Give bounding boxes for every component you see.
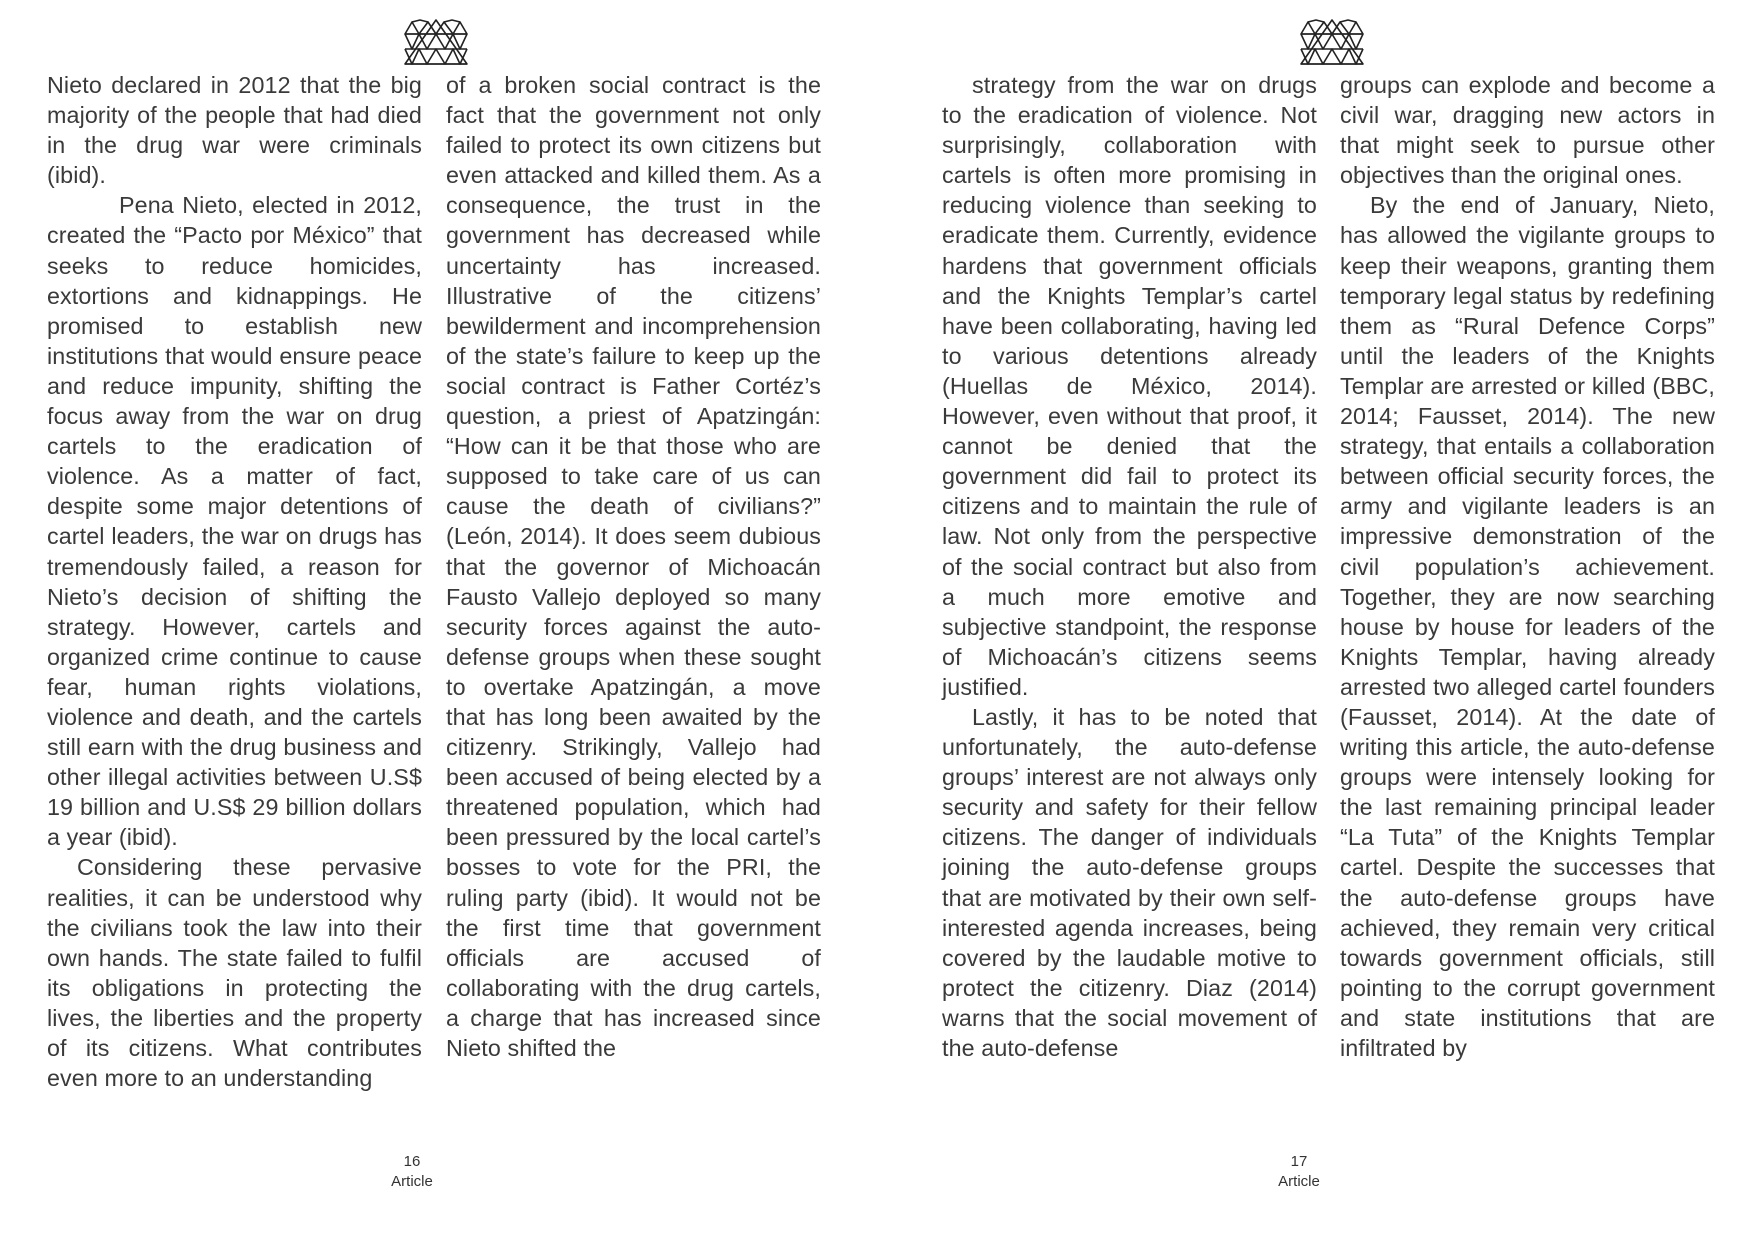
text-column-2: [1340, 70, 1715, 1063]
page-number: 16: [403, 1153, 421, 1170]
text-column-1: [942, 70, 1317, 1063]
section-label: Article: [1278, 1173, 1320, 1190]
paragraph: groups can explode and become a civil war, dragging new actors in that might seek to pursue other objectives than the original ones.: [1340, 72, 1715, 189]
paragraph: By the end of January, Nieto, has allowed the vigilante groups to keep their weapons, granting them temporary legal status by redefining them as “Rural Defence Corps” until the leaders of the Knights Templar are arrested or killed (BBC, 2014; Fausset, 2014). The new strategy, that entails a collaboration between official security forces, the army and vigilante leaders is an impressive demonstration of the civil population’s achievement. Together, they are now searching house by house for leaders of the Knights Templar, having already arrested two alleged cartel founders (Fausset, 2014). At the date of writing this article, the auto-defense groups were intensely looking for the last remaining principal leader “La Tuta” of the Knights Templar cartel. Despite the successes that the auto-defense groups have achieved, they remain very critical towards government officials, still pointing to the corrupt government and state institutions that are infiltrated by: [1340, 192, 1715, 1061]
page-footer: [1239, 1152, 1359, 1192]
paragraph: of a broken social contract is the fact that the government not only failed to protect its own citizens but even attacked and killed them. As a consequence, the trust in the government has decreased while uncertainty has increased. Illustrative of the citizens’ bewilderment and incomprehension of the state’s failure to keep up the social contract is Father Cortéz’s question, a priest of Apatzingán: “How can it be that those who are supposed to take care of us can cause the death of civilians?” (León, 2014). It does seem dubious that the governor of Michoacán Fausto Vallejo deployed so many security forces against the auto-defense groups when these sought to overtake Apatzingán, a move that has long been awaited by the citizenry. Strikingly, Vallejo had been accused of being elected by a threatened population, which had been pressured by the local cartel’s bosses to vote for the PRI, the ruling party (ibid). It would not be the first time that government officials are accused of collaborating with the drug cartels, a charge that has increased since Nieto shifted the: [446, 72, 821, 1061]
section-label: Article: [391, 1173, 433, 1190]
text-column-2: [446, 70, 821, 1063]
page-number: 17: [1290, 1153, 1308, 1170]
paragraph: Lastly, it has to be noted that unfortunately, the auto-defense groups’ interest are not always only security and safety for their fellow citizens. The danger of individuals joining the auto-defense groups that are motivated by their own self-interested agenda increases, being covered by the laudable motive to protect the citizenry. Diaz (2014) warns that the social movement of the auto-defense: [942, 703, 1317, 1061]
text-column-1: [47, 70, 422, 1093]
page-17: [874, 0, 1748, 1240]
paragraph: strategy from the war on drugs to the eradication of violence. Not surprisingly, collaboration with cartels is often more promising in reducing violence than seeking to eradicate them. Currently, evidence hardens that government officials and the Knights Templar’s cartel have been collaborating, having led to various detentions already (Huellas de México, 2014). However, even without that proof, it cannot be denied that the government did fail to protect its citizens and to maintain the rule of law. Not only from the perspective of the social contract but also from a much more emotive and subjective standpoint, the response of Michoacán’s citizens seems justified.: [942, 72, 1317, 700]
paragraph: Nieto declared in 2012 that the big majority of the people that had died in the drug war were criminals (ibid).: [47, 72, 422, 189]
paragraph: Pena Nieto, elected in 2012, created the “Pacto por México” that seeks to reduce homicides, extortions and kidnappings. He promised to establish new institutions that would ensure peace and reduce impunity, shifting the focus away from the war on drug cartels to the eradication of violence. As a matter of fact, despite some major detentions of cartel leaders, the war on drugs has tremendously failed, a reason for Nieto’s decision of shifting the strategy. However, cartels and organized crime continue to cause fear, human rights violations, violence and death, and the cartels still earn with the drug business and other illegal activities between U.S$ 19 billion and U.S$ 29 billion dollars a year (ibid).: [47, 192, 422, 851]
triangle-lattice-logo-icon: [403, 18, 469, 66]
triangle-lattice-logo-icon: [1299, 18, 1365, 66]
page-footer: [352, 1152, 472, 1192]
paragraph: Considering these pervasive realities, it can be understood why the civilians took the law into their own hands. The state failed to fulfil its obligations in protecting the lives, the liberties and the property of its citizens. What contributes even more to an understanding: [47, 854, 422, 1092]
